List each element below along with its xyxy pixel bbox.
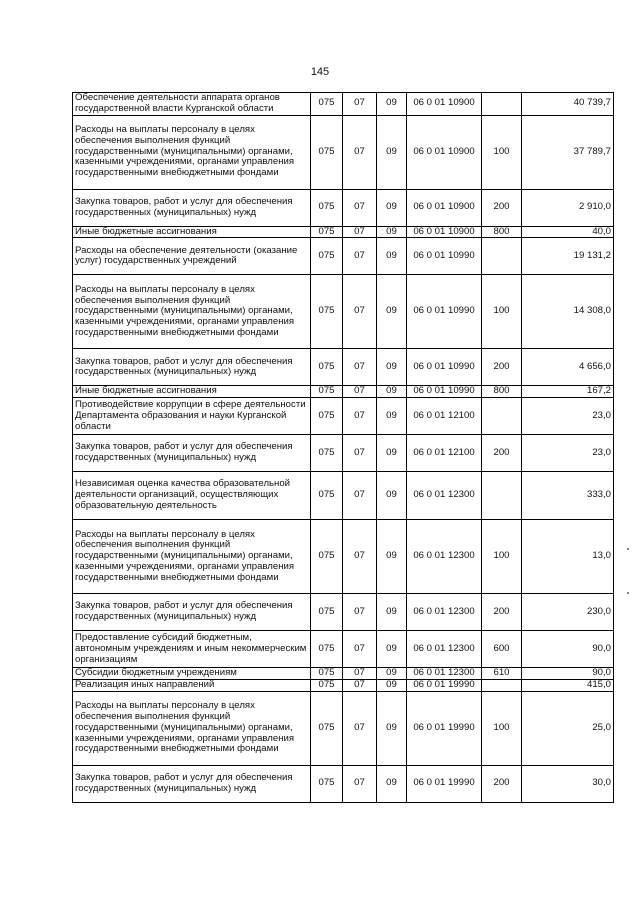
target-article: 06 0 01 12300 xyxy=(407,668,482,680)
row-name: Закупка товаров, работ и услуг для обеспечения государственных (муниципальных) нужд xyxy=(73,349,311,386)
target-article: 06 0 01 10990 xyxy=(407,275,482,349)
ministry-code: 075 xyxy=(311,765,343,802)
row-name: Расходы на выплаты персоналу в целях обеспечения выполнения функций государственными (муниципальными) органами, казенными учреждениями, органами управления государственными внебюджетными фондами xyxy=(73,520,311,594)
table-body xyxy=(73,93,614,803)
table-row xyxy=(73,668,614,680)
table-row xyxy=(73,386,614,398)
ministry-code: 075 xyxy=(311,349,343,386)
target-article: 06 0 01 10900 xyxy=(407,189,482,226)
row-name: Обеспечение деятельности аппарата органов государственной власти Курганской области xyxy=(73,93,311,116)
row-name: Расходы на выплаты персоналу в целях обеспечения выполнения функций государственными (муниципальными) органами, казенными учреждениями, органами управления государственными внебюджетными фондами xyxy=(73,691,311,765)
table-row xyxy=(73,679,614,691)
subsection-code: 09 xyxy=(377,238,407,275)
table-row xyxy=(73,520,614,594)
target-article: 06 0 01 10990 xyxy=(407,238,482,275)
expense-type: 100 xyxy=(482,115,522,189)
amount: 230,0 xyxy=(522,594,614,631)
table-row xyxy=(73,594,614,631)
row-name: Закупка товаров, работ и услуг для обеспечения государственных (муниципальных) нужд xyxy=(73,189,311,226)
section-code: 07 xyxy=(343,189,377,226)
row-name: Субсидии бюджетным учреждениям xyxy=(73,668,311,680)
row-name: Закупка товаров, работ и услуг для обеспечения государственных (муниципальных) нужд xyxy=(73,765,311,802)
scan-speck xyxy=(627,548,629,550)
amount: 23,0 xyxy=(522,435,614,472)
expense-type: 100 xyxy=(482,520,522,594)
target-article: 06 0 01 10990 xyxy=(407,386,482,398)
ministry-code: 075 xyxy=(311,115,343,189)
ministry-code: 075 xyxy=(311,386,343,398)
amount: 37 789,7 xyxy=(522,115,614,189)
expense-type: 600 xyxy=(482,631,522,668)
row-name: Независимая оценка качества образовательной деятельности организаций, осуществляющих образовательную деятельность xyxy=(73,472,311,520)
expense-type: 200 xyxy=(482,765,522,802)
table-row xyxy=(73,115,614,189)
section-code: 07 xyxy=(343,93,377,116)
ministry-code: 075 xyxy=(311,472,343,520)
section-code: 07 xyxy=(343,679,377,691)
table-row xyxy=(73,275,614,349)
amount: 40,0 xyxy=(522,226,614,238)
section-code: 07 xyxy=(343,668,377,680)
ministry-code: 075 xyxy=(311,275,343,349)
expense-type xyxy=(482,398,522,435)
ministry-code: 075 xyxy=(311,679,343,691)
row-name: Реализация иных направлений xyxy=(73,679,311,691)
target-article: 06 0 01 12300 xyxy=(407,472,482,520)
table-row xyxy=(73,349,614,386)
amount: 333,0 xyxy=(522,472,614,520)
target-article: 06 0 01 12300 xyxy=(407,520,482,594)
subsection-code: 09 xyxy=(377,226,407,238)
section-code: 07 xyxy=(343,115,377,189)
subsection-code: 09 xyxy=(377,668,407,680)
expense-type xyxy=(482,238,522,275)
ministry-code: 075 xyxy=(311,226,343,238)
expense-type: 200 xyxy=(482,594,522,631)
target-article: 06 0 01 12300 xyxy=(407,631,482,668)
scan-speck xyxy=(627,592,629,594)
ministry-code: 075 xyxy=(311,520,343,594)
expense-type: 800 xyxy=(482,386,522,398)
ministry-code: 075 xyxy=(311,238,343,275)
subsection-code: 09 xyxy=(377,679,407,691)
section-code: 07 xyxy=(343,238,377,275)
ministry-code: 075 xyxy=(311,691,343,765)
table-row xyxy=(73,631,614,668)
table-row xyxy=(73,238,614,275)
amount: 90,0 xyxy=(522,631,614,668)
amount: 23,0 xyxy=(522,398,614,435)
target-article: 06 0 01 12300 xyxy=(407,594,482,631)
row-name: Иные бюджетные ассигнования xyxy=(73,386,311,398)
target-article: 06 0 01 12100 xyxy=(407,398,482,435)
row-name: Расходы на выплаты персоналу в целях обеспечения выполнения функций государственными (муниципальными) органами, казенными учреждениями, органами управления государственными внебюджетными фондами xyxy=(73,275,311,349)
section-code: 07 xyxy=(343,275,377,349)
amount: 167,2 xyxy=(522,386,614,398)
table-row xyxy=(73,226,614,238)
section-code: 07 xyxy=(343,226,377,238)
amount: 30,0 xyxy=(522,765,614,802)
amount: 415,0 xyxy=(522,679,614,691)
ministry-code: 075 xyxy=(311,189,343,226)
subsection-code: 09 xyxy=(377,435,407,472)
section-code: 07 xyxy=(343,691,377,765)
row-name: Закупка товаров, работ и услуг для обеспечения государственных (муниципальных) нужд xyxy=(73,435,311,472)
ministry-code: 075 xyxy=(311,93,343,116)
subsection-code: 09 xyxy=(377,398,407,435)
section-code: 07 xyxy=(343,349,377,386)
expense-type: 800 xyxy=(482,226,522,238)
amount: 14 308,0 xyxy=(522,275,614,349)
target-article: 06 0 01 10900 xyxy=(407,115,482,189)
amount: 25,0 xyxy=(522,691,614,765)
ministry-code: 075 xyxy=(311,631,343,668)
table-row xyxy=(73,765,614,802)
section-code: 07 xyxy=(343,472,377,520)
page-number: 145 xyxy=(310,66,330,78)
row-name: Противодействие коррупции в сфере деятельности Департамента образования и науки Курганской области xyxy=(73,398,311,435)
amount: 2 910,0 xyxy=(522,189,614,226)
subsection-code: 09 xyxy=(377,691,407,765)
amount: 40 739,7 xyxy=(522,93,614,116)
expense-type: 200 xyxy=(482,435,522,472)
ministry-code: 075 xyxy=(311,398,343,435)
target-article: 06 0 01 19990 xyxy=(407,691,482,765)
row-name: Расходы на обеспечение деятельности (оказание услуг) государственных учреждений xyxy=(73,238,311,275)
row-name: Предоставление субсидий бюджетным, автономным учреждениям и иным некоммерческим организациям xyxy=(73,631,311,668)
row-name: Расходы на выплаты персоналу в целях обеспечения выполнения функций государственными (муниципальными) органами, казенными учреждениями, органами управления государственными внебюджетными фондами xyxy=(73,115,311,189)
budget-table xyxy=(72,92,614,803)
target-article: 06 0 01 10900 xyxy=(407,226,482,238)
ministry-code: 075 xyxy=(311,594,343,631)
section-code: 07 xyxy=(343,398,377,435)
subsection-code: 09 xyxy=(377,520,407,594)
subsection-code: 09 xyxy=(377,93,407,116)
expense-type: 200 xyxy=(482,349,522,386)
section-code: 07 xyxy=(343,520,377,594)
subsection-code: 09 xyxy=(377,386,407,398)
expense-type: 200 xyxy=(482,189,522,226)
row-name: Иные бюджетные ассигнования xyxy=(73,226,311,238)
target-article: 06 0 01 10900 xyxy=(407,93,482,116)
target-article: 06 0 01 19990 xyxy=(407,765,482,802)
table-row xyxy=(73,398,614,435)
ministry-code: 075 xyxy=(311,435,343,472)
section-code: 07 xyxy=(343,631,377,668)
expense-type xyxy=(482,679,522,691)
amount: 13,0 xyxy=(522,520,614,594)
expense-type: 100 xyxy=(482,691,522,765)
section-code: 07 xyxy=(343,386,377,398)
target-article: 06 0 01 19990 xyxy=(407,679,482,691)
table-row xyxy=(73,472,614,520)
subsection-code: 09 xyxy=(377,115,407,189)
subsection-code: 09 xyxy=(377,594,407,631)
expense-type xyxy=(482,93,522,116)
target-article: 06 0 01 12100 xyxy=(407,435,482,472)
table-row xyxy=(73,691,614,765)
target-article: 06 0 01 10990 xyxy=(407,349,482,386)
amount: 19 131,2 xyxy=(522,238,614,275)
section-code: 07 xyxy=(343,594,377,631)
subsection-code: 09 xyxy=(377,189,407,226)
amount: 4 656,0 xyxy=(522,349,614,386)
row-name: Закупка товаров, работ и услуг для обеспечения государственных (муниципальных) нужд xyxy=(73,594,311,631)
subsection-code: 09 xyxy=(377,631,407,668)
section-code: 07 xyxy=(343,435,377,472)
expense-type: 610 xyxy=(482,668,522,680)
expense-type: 100 xyxy=(482,275,522,349)
subsection-code: 09 xyxy=(377,349,407,386)
amount: 90,0 xyxy=(522,668,614,680)
subsection-code: 09 xyxy=(377,275,407,349)
subsection-code: 09 xyxy=(377,765,407,802)
table-row xyxy=(73,435,614,472)
table-row xyxy=(73,189,614,226)
expense-type xyxy=(482,472,522,520)
table-row xyxy=(73,93,614,116)
ministry-code: 075 xyxy=(311,668,343,680)
subsection-code: 09 xyxy=(377,472,407,520)
section-code: 07 xyxy=(343,765,377,802)
